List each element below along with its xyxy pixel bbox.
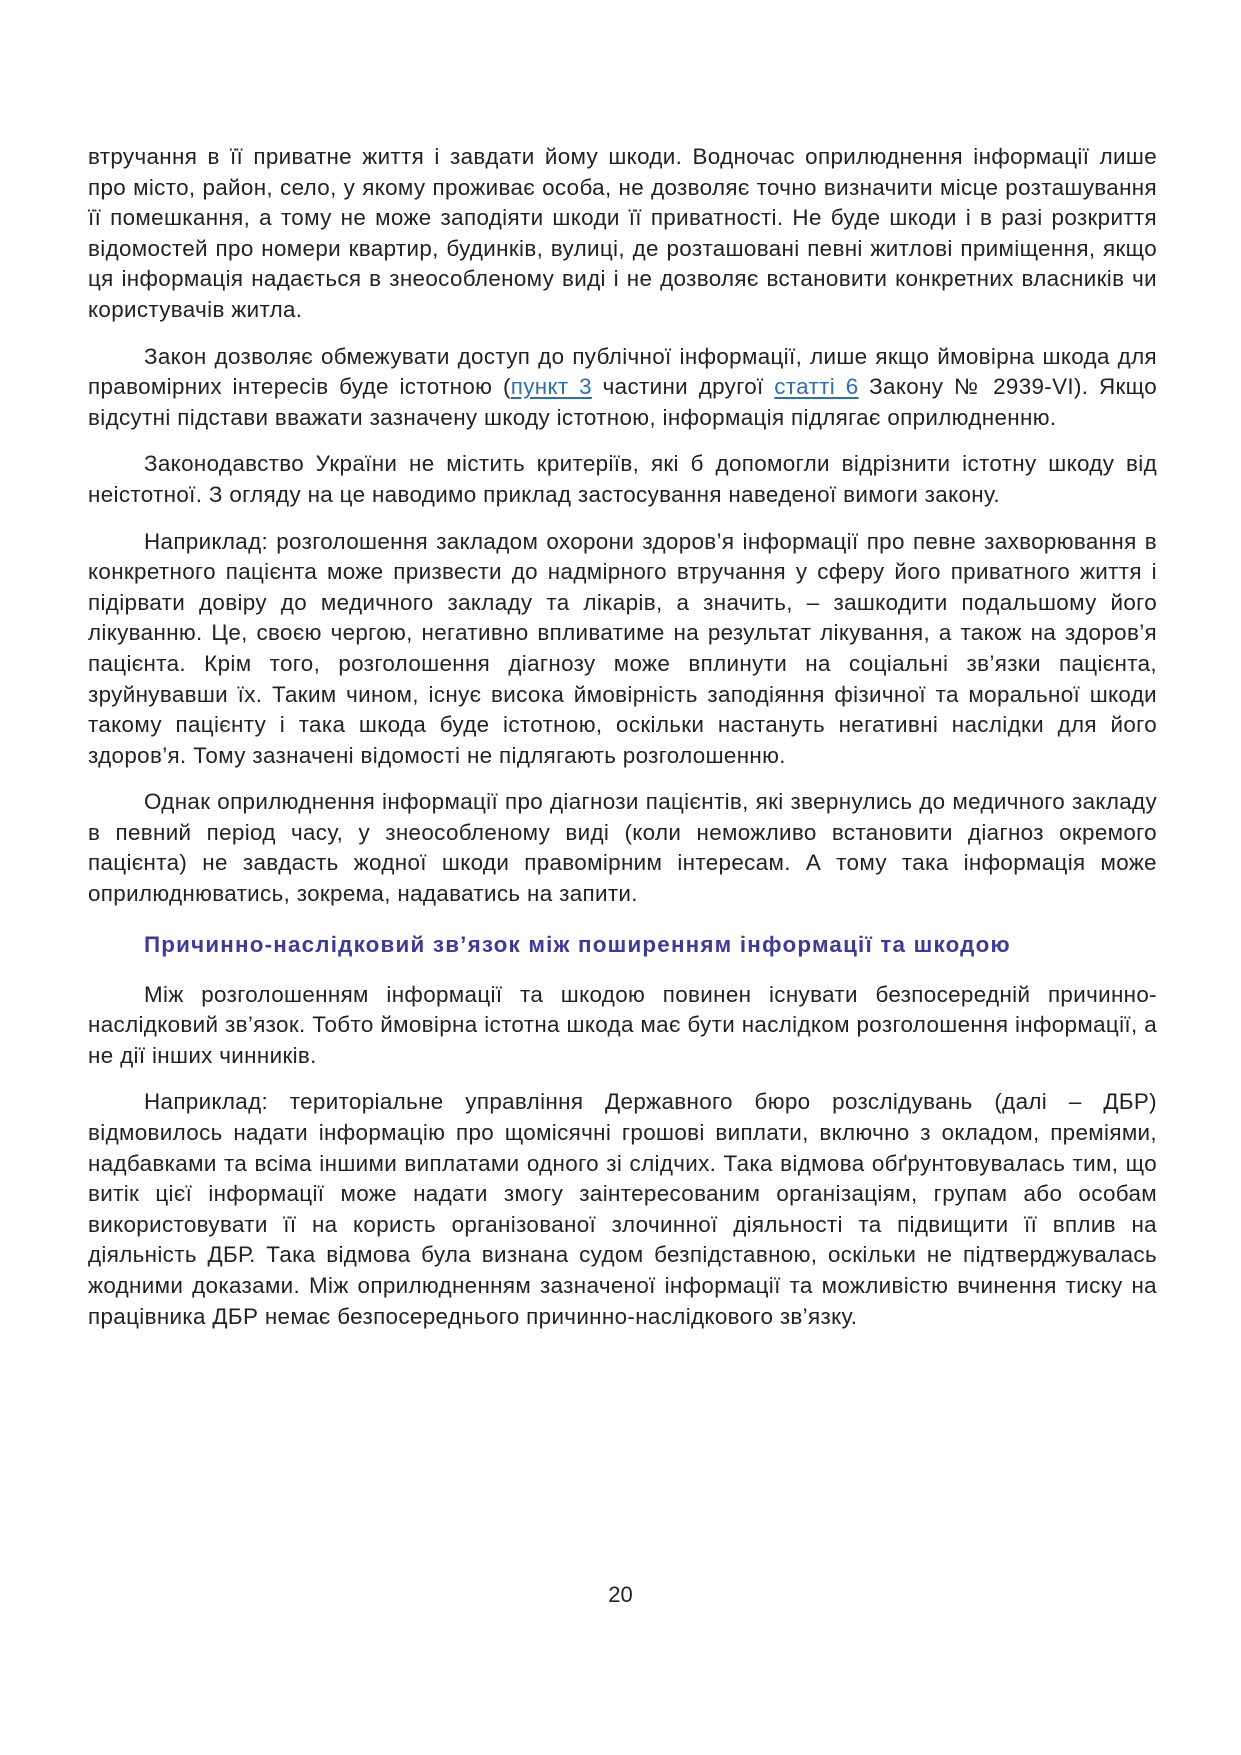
page-number: 20	[608, 1582, 633, 1607]
section-heading: Причинно-наслідковий зв’язок між поширенням інформації та шкодою	[144, 931, 1011, 957]
paragraph-anonymized-diagnoses: Однак оприлюднення інформації про діагнози пацієнтів, які звернулись до медичного закладу в певний період часу, у знеособленому виді (коли неможливо встановити діагноз окремого пацієнта) не завдасть жодної шкоди правомірним інтересам. А тому така інформація може оприлюднюватись, зокрема, надаватись на запити.	[88, 789, 1157, 907]
document-page	[88, 142, 1157, 1348]
paragraph-law-substantial-harm	[88, 342, 1157, 434]
paragraph-no-criteria: Законодавство України не містить критеріїв, які б допомогли відрізнити істотну шкоду від неістотної. З огляду на це наводимо приклад застосування наведеної вимоги закону.	[88, 451, 1157, 507]
paragraph-continuation-privacy: втручання в її приватне життя і завдати йому шкоди. Водночас оприлюднення інформації лише про місто, район, село, у якому проживає особа, не дозволяє точно визначити місце розташування її помешкання, а тому не може заподіяти шкоди її приватності. Не буде шкоди і в разі розкриття відомостей про номери квартир, будинків, вулиці, де розташовані певні житлові приміщення, якщо ця інформація надається в знеособленому виді і не дозволяє встановити конкретних власників чи користувачів житла.	[88, 144, 1157, 322]
link-punkt-3[interactable]: пункт 3	[510, 374, 592, 400]
paragraph-example-medical: Наприклад: розголошення закладом охорони здоров’я інформації про певне захворювання в конкретного пацієнта може призвести до надмірного втручання у сферу його приватного життя і підірвати довіру до медичного закладу та лікарів, а значить, – зашкодити подальшому його лікуванню. Це, своєю чергою, негативно впливатиме на результат лікування, а також на здоров’я пацієнта. Крім того, розголошення діагнозу може вплинути на соціальні зв’язки пацієнта, зруйнувавши їх. Таким чином, існує висока ймовірність заподіяння фізичної та моральної шкоди такому пацієнту і така шкода буде істотною, оскільки настануть негативні наслідки для його здоров’я. Тому зазначені відомості не підлягають розголошенню.	[88, 528, 1157, 768]
paragraph-causal-link: Між розголошенням інформації та шкодою повинен існувати безпосередній причинно-наслідковий зв’язок. Тобто ймовірна істотна шкода має бути наслідком розголошення інформації, а не дії інших чинників.	[88, 981, 1157, 1068]
paragraph-text: Закону № 2939-VI). Якщо відсутні підстави вважати зазначену шкоду істотною, інформація підлягає оприлюдненню.	[88, 374, 1157, 430]
paragraph-text: частини другої	[591, 374, 775, 400]
paragraph-text: Закон дозволяє обмежувати доступ до публічної інформації, лише якщо ймовірна шкода для правомірних інтересів буде істотною (	[88, 343, 1157, 400]
link-statti-6[interactable]: статті 6	[774, 374, 859, 400]
paragraph-example-dbr: Наприклад: територіальне управління Державного бюро розслідувань (далі – ДБР) відмовилось надати інформацію про щомісячні грошові виплати, включно з окладом, преміями, надбавками та всіма іншими виплатами одного зі слідчих. Така відмова обґрунтовувалась тим, що витік цієї інформації може надати змогу заінтересованим організаціям, групам або особам використовувати її на користь організованої злочинної діяльності та підвищити її вплив на діяльність ДБР. Така відмова була визнана судом безпідставною, оскільки не підтверджувалась жодними доказами. Між оприлюдненням зазначеної інформації та можливістю вчинення тиску на працівника ДБР немає безпосереднього причинно-наслідкового зв’язку.	[88, 1089, 1157, 1329]
